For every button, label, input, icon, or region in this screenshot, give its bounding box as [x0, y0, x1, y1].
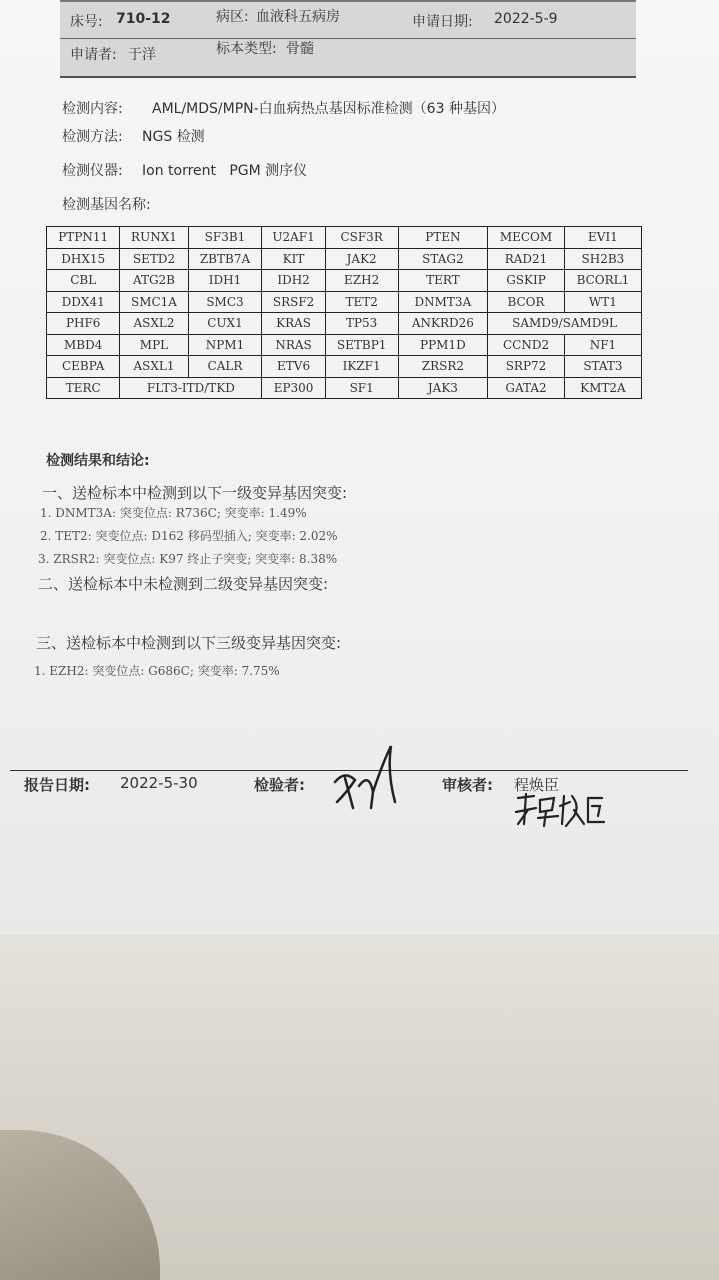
gene-cell: PTPN11: [47, 227, 120, 249]
gene-cell: JAK3: [398, 377, 488, 399]
applicant-value: 于洋: [128, 47, 156, 63]
gene-cell: NF1: [564, 334, 641, 356]
section-3-title: 三、送检标本中检测到以下三级变异基因突变:: [36, 634, 342, 652]
gene-cell: CBL: [47, 270, 120, 292]
gene-cell: PPM1D: [398, 334, 488, 356]
gene-cell: CEBPA: [47, 356, 120, 378]
gene-cell: STAG2: [398, 248, 488, 270]
gene-cell: IDH2: [262, 270, 325, 292]
reviewer-signature: [514, 790, 606, 830]
gene-cell: EZH2: [325, 270, 398, 292]
gene-cell: KIT: [262, 248, 325, 270]
gene-cell: KRAS: [262, 313, 325, 335]
tester-signature: [325, 742, 405, 814]
gene-cell: CUX1: [188, 313, 262, 335]
gene-cell: SRSF2: [262, 291, 325, 313]
gene-cell: CALR: [188, 356, 262, 378]
applicant-label: 申请者:: [70, 47, 117, 63]
gene-cell: ANKRD26: [398, 313, 488, 335]
gene-cell: SMC1A: [120, 291, 188, 313]
report-date-label: 报告日期:: [24, 776, 90, 794]
gene-cell: SMC3: [188, 291, 262, 313]
gene-cell: KMT2A: [564, 377, 641, 399]
section-1-item: 1. DNMT3A: 突变位点: R736C; 突变率: 1.49%: [40, 506, 307, 520]
gene-cell: STAT3: [564, 356, 641, 378]
section-1-item: 2. TET2: 突变位点: D162 移码型插入; 突变率: 2.02%: [40, 529, 338, 543]
reviewer-value: 程焕臣: [514, 776, 560, 794]
gene-cell: MBD4: [47, 334, 120, 356]
gene-cell: EP300: [262, 377, 325, 399]
gene-cell: TERC: [47, 377, 120, 399]
method-label: 检测方法:: [62, 129, 123, 145]
ward-label: 病区:: [216, 9, 249, 25]
reviewer-label: 审核者:: [442, 776, 493, 794]
ward-value: 血液科五病房: [256, 9, 340, 25]
gene-cell: SH2B3: [564, 248, 641, 270]
table-row: [47, 270, 642, 292]
instrument-label: 检测仪器:: [62, 163, 123, 179]
gene-cell: DDX41: [47, 291, 120, 313]
patient-header: [60, 0, 636, 78]
gene-cell: SAMD9/SAMD9L: [488, 313, 642, 335]
method-value: NGS 检测: [142, 129, 205, 145]
gene-cell: CSF3R: [325, 227, 398, 249]
gene-cell: SF3B1: [188, 227, 262, 249]
section-2-title: 二、送检标本中未检测到二级变异基因突变:: [38, 575, 329, 593]
header-divider: [60, 38, 636, 39]
gene-cell: SF1: [325, 377, 398, 399]
gene-cell: RAD21: [488, 248, 565, 270]
table-row: [47, 313, 642, 335]
gene-cell: SETD2: [120, 248, 188, 270]
gene-cell: GATA2: [488, 377, 565, 399]
apply-date-value: 2022-5-9: [494, 11, 558, 27]
gene-table: [46, 226, 642, 399]
table-row: [47, 334, 642, 356]
section-1-title: 一、送检标本中检测到以下一级变异基因突变:: [42, 484, 348, 502]
table-row: [47, 356, 642, 378]
sample-type-value: 骨髓: [286, 41, 314, 57]
section-1-item: 3. ZRSR2: 突变位点: K97 终止子突变; 突变率: 8.38%: [38, 552, 338, 566]
gene-cell: TERT: [398, 270, 488, 292]
gene-cell: DNMT3A: [398, 291, 488, 313]
gene-cell: MPL: [120, 334, 188, 356]
gene-cell: WT1: [564, 291, 641, 313]
gene-cell: TET2: [325, 291, 398, 313]
report-date-value: 2022-5-30: [120, 774, 198, 792]
gene-cell: TP53: [325, 313, 398, 335]
gene-cell: DHX15: [47, 248, 120, 270]
gene-cell: BCOR: [488, 291, 565, 313]
gene-cell: RUNX1: [120, 227, 188, 249]
gene-cell: BCORL1: [564, 270, 641, 292]
content-value: AML/MDS/MPN-白血病热点基因标准检测（63 种基因）: [152, 101, 505, 117]
genes-label: 检测基因名称:: [62, 197, 151, 213]
gene-cell: ZRSR2: [398, 356, 488, 378]
gene-cell: FLT3-ITD/TKD: [120, 377, 262, 399]
gene-cell: ASXL1: [120, 356, 188, 378]
apply-date-label: 申请日期:: [412, 14, 473, 30]
gene-cell: IKZF1: [325, 356, 398, 378]
gene-cell: PTEN: [398, 227, 488, 249]
table-row: [47, 291, 642, 313]
results-heading: 检测结果和结论:: [46, 453, 150, 469]
gene-cell: U2AF1: [262, 227, 325, 249]
table-row: [47, 227, 642, 249]
gene-cell: EVI1: [564, 227, 641, 249]
content-label: 检测内容:: [62, 101, 123, 117]
gene-cell: NRAS: [262, 334, 325, 356]
gene-cell: ETV6: [262, 356, 325, 378]
gene-cell: ZBTB7A: [188, 248, 262, 270]
gene-cell: MECOM: [488, 227, 565, 249]
tester-label: 检验者:: [254, 776, 305, 794]
gene-cell: PHF6: [47, 313, 120, 335]
gene-cell: JAK2: [325, 248, 398, 270]
sample-type-label: 标本类型:: [216, 41, 277, 57]
table-row: [47, 377, 642, 399]
gene-cell: SRP72: [488, 356, 565, 378]
gene-cell: ASXL2: [120, 313, 188, 335]
bed-label: 床号:: [70, 14, 103, 30]
table-row: [47, 248, 642, 270]
gene-cell: ATG2B: [120, 270, 188, 292]
section-3-item: 1. EZH2: 突变位点: G686C; 突变率: 7.75%: [34, 664, 280, 678]
instrument-value: Ion torrent PGM 测序仪: [142, 163, 308, 179]
gene-cell: NPM1: [188, 334, 262, 356]
gene-cell: IDH1: [188, 270, 262, 292]
gene-cell: CCND2: [488, 334, 565, 356]
gene-cell: SETBP1: [325, 334, 398, 356]
bed-value: 710-12: [116, 11, 171, 27]
gene-cell: GSKIP: [488, 270, 565, 292]
